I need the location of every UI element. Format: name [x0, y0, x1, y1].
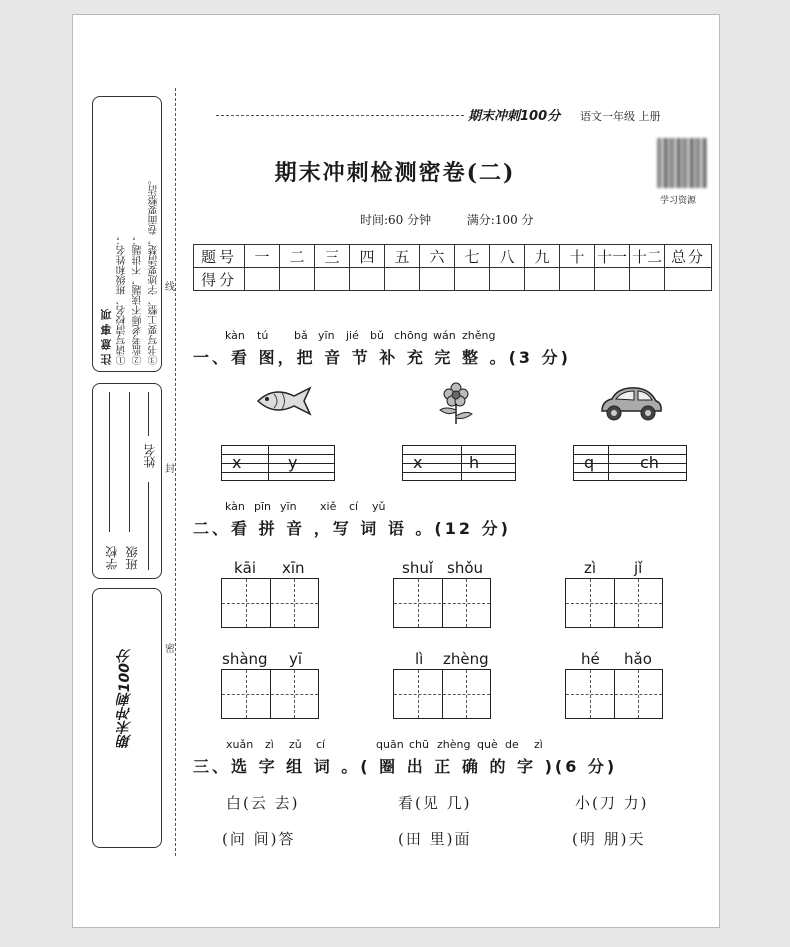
qr-label: 学习资源 [660, 196, 697, 206]
word-choice[interactable]: 白(云 去) [226, 794, 300, 812]
score-cell[interactable] [455, 268, 490, 291]
class-label: 班级 [125, 546, 139, 570]
word-pinyin: shàng [222, 650, 268, 668]
pinyin-answer-box[interactable] [221, 445, 335, 481]
score-cell[interactable] [595, 268, 630, 291]
word-choice[interactable]: (明 朋)天 [572, 830, 646, 848]
pinyin: yīn [280, 500, 297, 513]
score-cell[interactable] [245, 268, 280, 291]
cut-mark-secret: 密 [165, 644, 175, 655]
pinyin: chōng [394, 329, 428, 342]
word-choice[interactable]: 看(见 几) [398, 794, 472, 812]
score-col: 十二 [630, 245, 665, 268]
pinyin-final: h [469, 453, 480, 472]
score-cell[interactable] [525, 268, 560, 291]
name-field-lower[interactable] [148, 482, 149, 570]
score-cell[interactable] [420, 268, 455, 291]
score-col: 十 [560, 245, 595, 268]
exam-time: 时间:60 分钟 [360, 213, 432, 227]
section1-title: 一、看 图，把 音 节 补 充 完 整 。(3 分) [193, 348, 571, 367]
pinyin-initial: q [584, 453, 595, 472]
writing-grid[interactable] [393, 669, 491, 719]
pinyin: zhèng [437, 738, 471, 751]
writing-grid[interactable] [221, 578, 319, 628]
score-table [193, 244, 712, 291]
score-row-label: 得分 [194, 268, 245, 291]
word-pinyin: hǎo [624, 650, 652, 668]
section3-title: 三、选 字 组 词 。( 圈 出 正 确 的 字 )(6 分) [193, 757, 618, 776]
pinyin: zǔ [289, 738, 302, 751]
score-cell[interactable] [490, 268, 525, 291]
header-dash-line [216, 115, 464, 116]
pinyin: tú [257, 329, 269, 342]
notice-item-3: ③书写要工整、字迹要清楚，卷面要整洁。 [149, 175, 160, 365]
score-col: 九 [525, 245, 560, 268]
word-pinyin: yī [289, 650, 303, 668]
pinyin: zì [534, 738, 543, 751]
word-choice[interactable]: (问 间)答 [222, 830, 296, 848]
pinyin: jié [346, 329, 359, 342]
score-col: 三 [315, 245, 350, 268]
page-title: 期末冲刺检测密卷(二) [274, 160, 516, 186]
score-col: 七 [455, 245, 490, 268]
score-col: 一 [245, 245, 280, 268]
pinyin: xuǎn [226, 738, 254, 751]
cut-mark-seal: 封 [165, 464, 175, 475]
exam-meta [360, 211, 534, 228]
score-row-label: 题号 [194, 245, 245, 268]
score-header-row [194, 245, 712, 268]
pinyin-final: y [288, 453, 298, 472]
name-field[interactable] [148, 392, 149, 436]
header-brand: 期末冲刺100分 [468, 109, 561, 124]
score-cell[interactable] [665, 268, 712, 291]
score-col: 六 [420, 245, 455, 268]
school-field[interactable] [109, 392, 110, 532]
pinyin: què [477, 738, 498, 751]
score-cell[interactable] [280, 268, 315, 291]
exam-full-score: 满分:100 分 [466, 213, 534, 227]
notice-box [92, 96, 162, 372]
brand-box [92, 588, 162, 848]
score-col: 五 [385, 245, 420, 268]
pinyin-answer-box[interactable] [573, 445, 687, 481]
writing-grid[interactable] [565, 669, 663, 719]
pinyin-initial: x [232, 453, 242, 472]
notice-head: 注意事项 [100, 305, 113, 365]
pinyin: cí [349, 500, 359, 513]
header-subject: 语文一年级 上册 [580, 110, 661, 123]
writing-grid[interactable] [221, 669, 319, 719]
word-choice[interactable]: (田 里)面 [398, 830, 472, 848]
pinyin-answer-box[interactable] [402, 445, 516, 481]
score-col: 十一 [595, 245, 630, 268]
score-col: 二 [280, 245, 315, 268]
pinyin: zì [265, 738, 274, 751]
name-label: 姓名 [143, 444, 157, 468]
score-cell[interactable] [560, 268, 595, 291]
student-info-box [92, 383, 162, 579]
writing-grid[interactable] [393, 578, 491, 628]
pinyin: pīn [254, 500, 272, 513]
score-cell[interactable] [630, 268, 665, 291]
word-pinyin: zhèng [443, 650, 489, 668]
car-icon [598, 383, 664, 425]
school-label: 学校 [105, 546, 119, 570]
pinyin: quān [376, 738, 404, 751]
section2-title: 二、看 拼 音 ，写 词 语 。(12 分) [193, 519, 511, 538]
pinyin: zhěng [462, 329, 496, 342]
score-col: 八 [490, 245, 525, 268]
sidebar-brand: 期末冲刺100分 [117, 649, 133, 749]
pinyin: bǎ [294, 329, 308, 342]
word-pinyin: shuǐ [402, 559, 433, 577]
class-field[interactable] [129, 392, 130, 532]
pinyin: yǔ [372, 500, 386, 513]
pinyin: xiě [320, 500, 337, 513]
pinyin: cí [316, 738, 326, 751]
pinyin: de [505, 738, 519, 751]
score-col: 四 [350, 245, 385, 268]
notice-item-1: ①请写清校名、班级和姓名； [117, 235, 128, 365]
score-value-row [194, 268, 712, 291]
score-cell[interactable] [385, 268, 420, 291]
pinyin: kàn [225, 500, 245, 513]
word-pinyin: xīn [282, 559, 305, 577]
pinyin: chū [409, 738, 429, 751]
word-pinyin: kāi [234, 559, 257, 577]
notice-item-2: ②监考老师不读题，不讲题； [133, 235, 144, 365]
pinyin: yīn [318, 329, 335, 342]
pinyin: wán [433, 329, 456, 342]
fish-icon [254, 384, 314, 418]
pinyin-final: ch [640, 453, 659, 472]
word-pinyin: lì [415, 650, 424, 668]
word-pinyin: hé [581, 650, 600, 668]
word-choice[interactable]: 小(刀 力) [575, 794, 649, 812]
word-pinyin: zì [584, 559, 597, 577]
score-cell[interactable] [315, 268, 350, 291]
score-cell[interactable] [350, 268, 385, 291]
cut-mark-line: 线 [165, 282, 175, 293]
pinyin: kàn [225, 329, 245, 342]
pinyin-initial: x [413, 453, 423, 472]
score-total-label: 总分 [665, 245, 712, 268]
pinyin: bǔ [370, 329, 384, 342]
word-pinyin: shǒu [447, 559, 484, 577]
word-pinyin: jǐ [634, 559, 643, 577]
cut-line [175, 88, 176, 856]
writing-grid[interactable] [565, 578, 663, 628]
flower-icon [436, 382, 476, 426]
